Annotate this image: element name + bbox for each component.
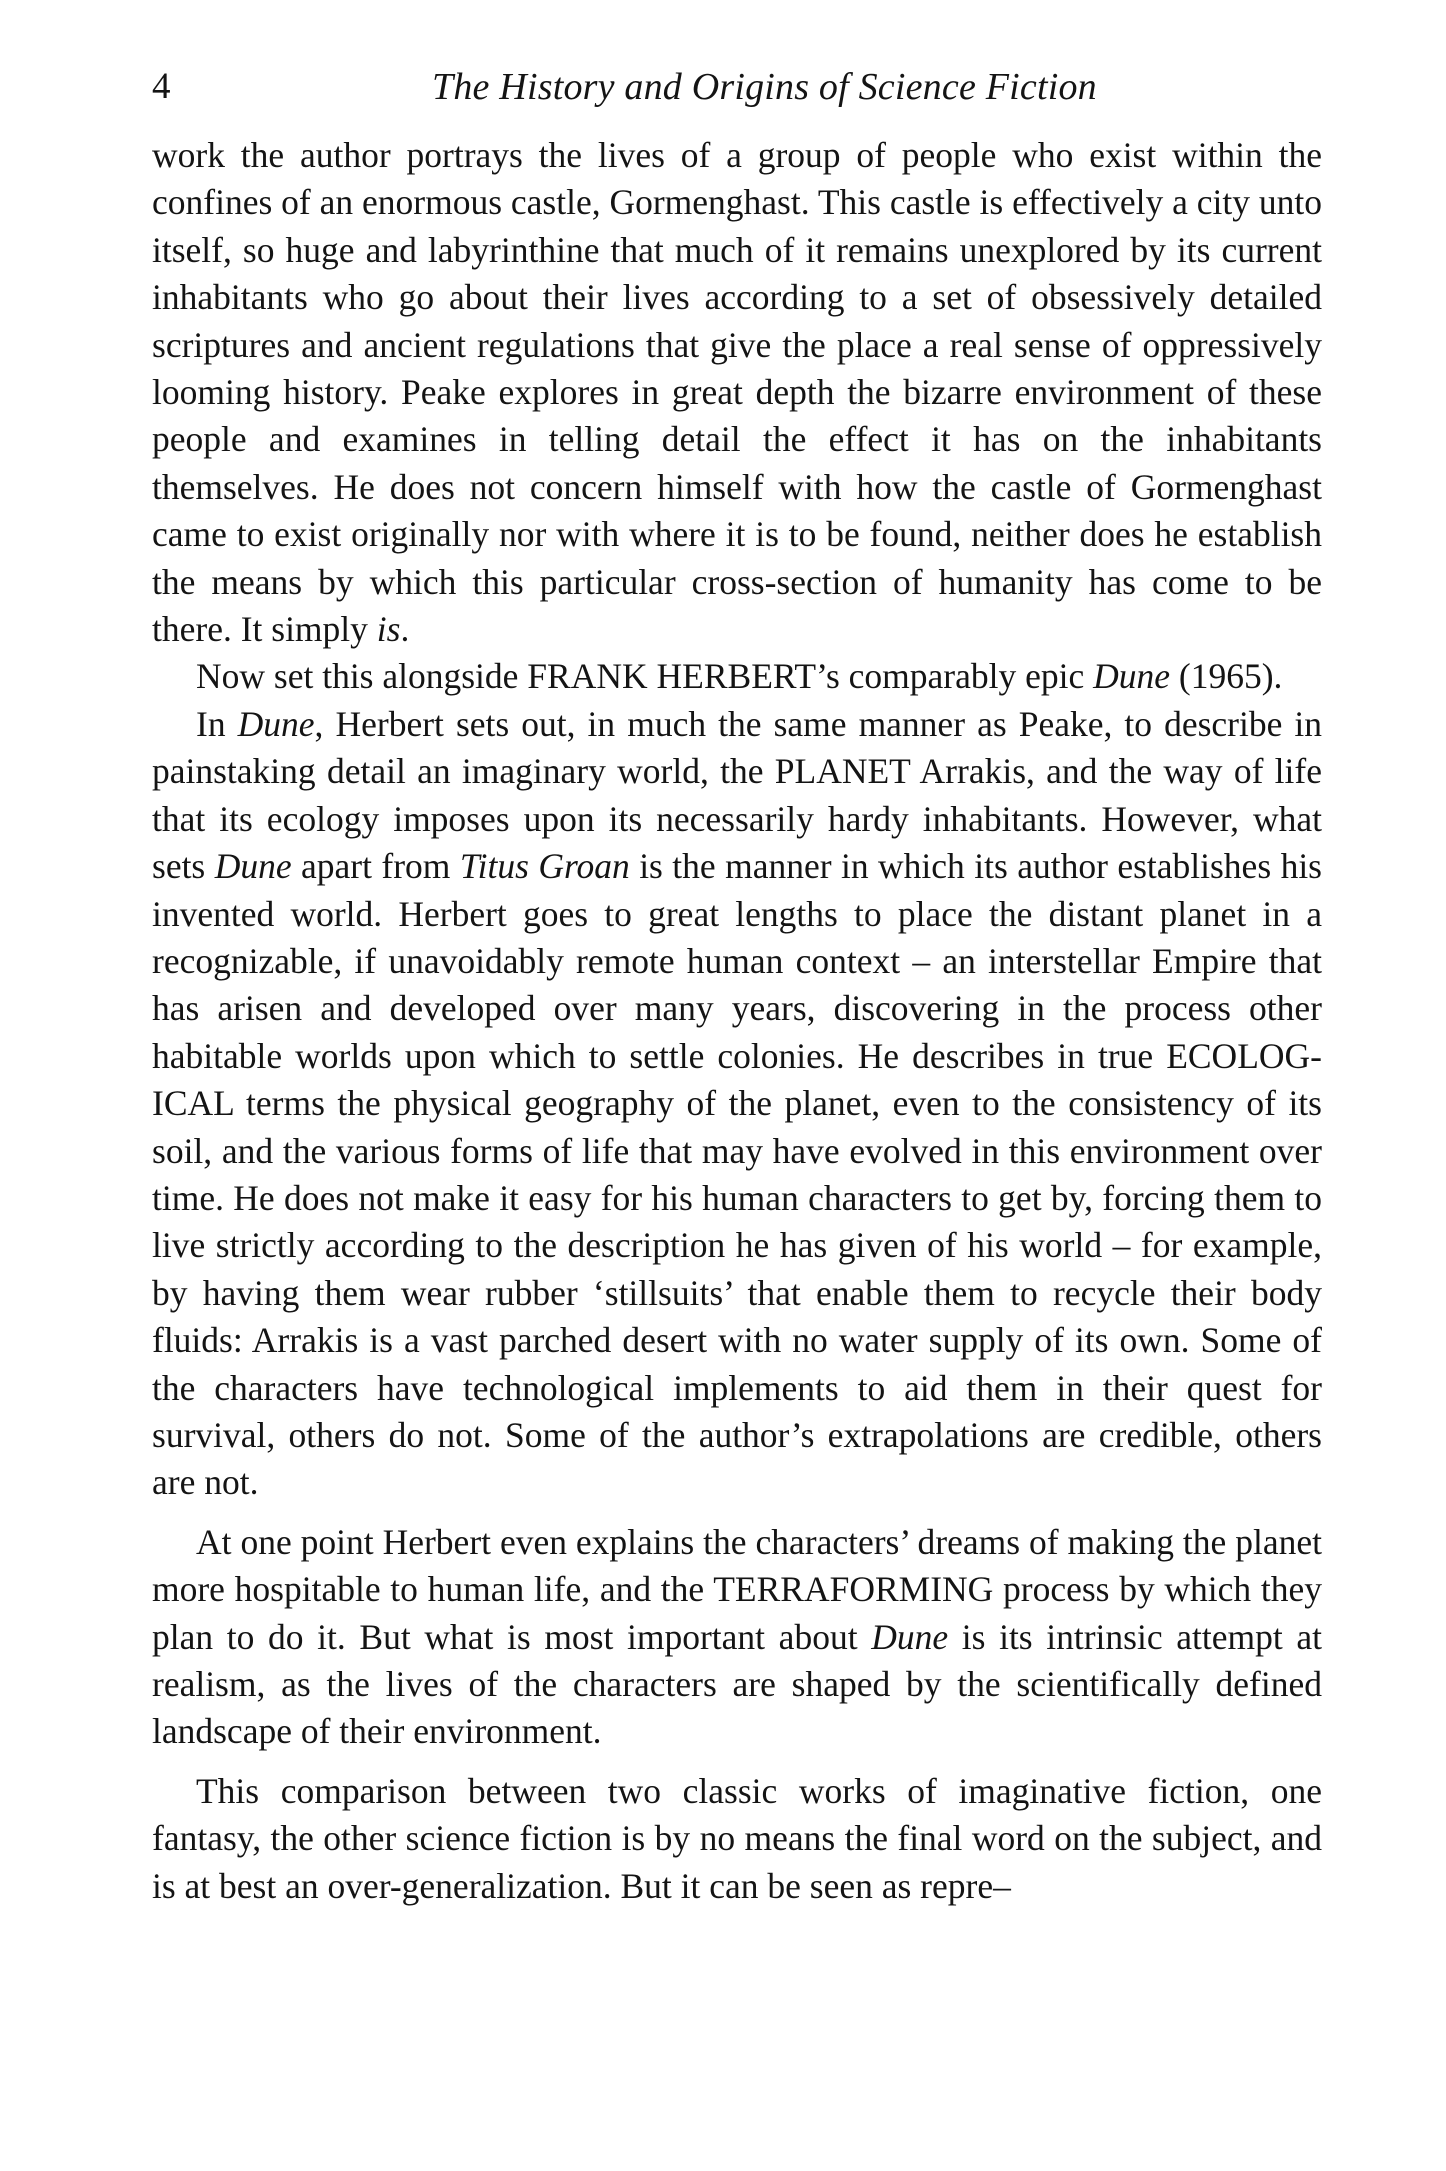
body-text [152,132,1322,1910]
page-header [152,62,1322,112]
running-title: The History and Origins of Science Fiction [432,66,1097,108]
paragraph-comparison: This comparison between two classic works of imaginative fiction, one fantasy, the other science fiction is by no means the final word on the subject, and is at best an over-generalization. But it can be seen as repre– [152,1770,1322,1906]
paragraph-dune-description: In Dune, Herbert sets out, in much the same manner as Peake, to describe in painstaking detail an imaginary world, the PLANET Arrakis, and the way of life that its ecology imposes upon its necessarily hardy inhabitants. However, what sets Dune apart from Titus Groan is the manner in which its author establishes his invented world. Herbert goes to great lengths to place the distant planet in a recognizable, if unavoidably remote human context – an interstellar Empire that has arisen and developed over many years, discovering in the process other habitable worlds upon which to settle colonies. He describes in true ECOLOGICAL terms the physical geography of the planet, even to the consistency of its soil, and the various forms of life that may have evolved in this environment over time. He does not make it easy for his human characters to get by, forcing them to live strictly according to the description he has given of his world – for example, by having them wear rubber ‘stillsuits’ that enable them to recycle their body fluids: Arrakis is a vast parched desert with no water supply of its own. Some of the characters have technological implements to aid them in their quest for survival, others do not. Some of the author’s extrapolations are credible, others are not. [152,703,1323,1503]
page-number: 4 [152,66,171,107]
paragraph-terraforming: At one point Herbert even explains the characters’ dreams of making the planet more hospitable to human life, and the TERRAFORMING process by which they plan to do it. But what is most important about Dune is its intrinsic attempt at realism, as the lives of the characters are shaped by the scientifically defined landscape of their environment. [152,1521,1322,1752]
paragraph-gormenghast: work the author portrays the lives of a group of people who exist within the confines of an enormous castle, Gormenghast. This castle is effectively a city unto itself, so huge and labyrinthine that much of it remains unexplored by its current inhabitants who go about their lives according to a set of obsessively detailed scriptures and ancient regulations that give the place a real sense of oppressively looming history. Peake explores in great depth the bizarre environment of these people and examines in telling detail the effect it has on the inhabitants themselves. He does not concern himself with how the castle of Gormenghast came to exist originally nor with where it is to be found, neither does he establish the means by which this particular cross-section of humanity has come to be there. It simply is. [152,135,1322,650]
paragraph-dune-intro: Now set this alongside FRANK HERBERT’s comparably epic Dune (1965). [196,656,1283,697]
